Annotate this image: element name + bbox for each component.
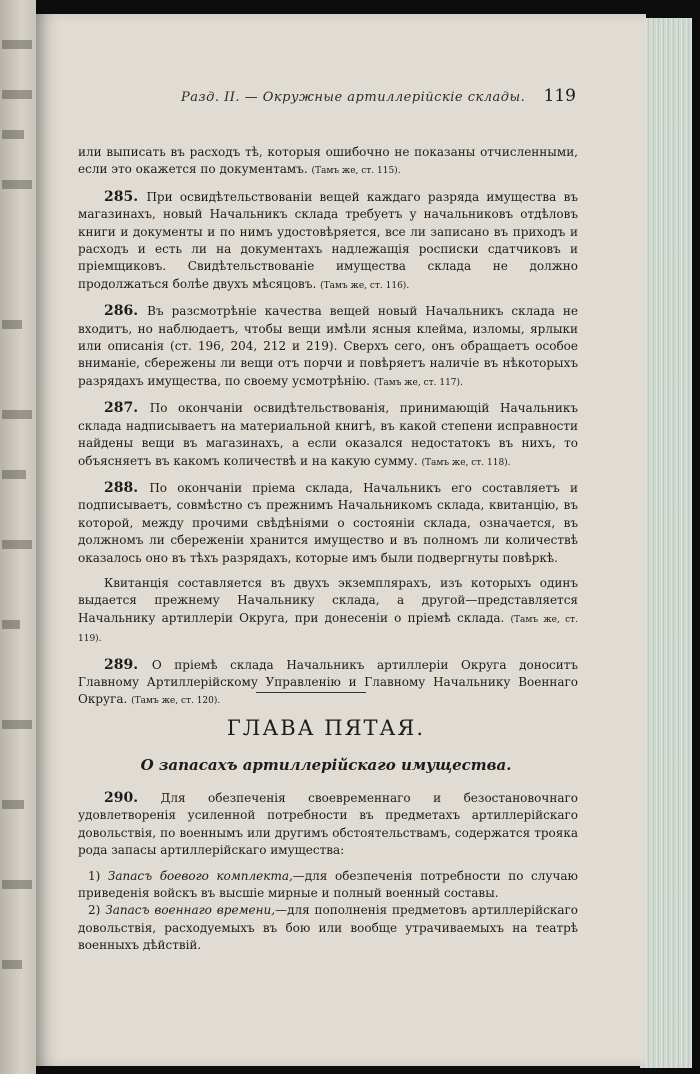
reserve-item-term: Запасъ боевого комплекта, (107, 868, 293, 883)
chapter-subtitle: О запасахъ артиллерійскаго имущества. (140, 756, 512, 774)
facing-page-text-fragment (2, 720, 32, 729)
facing-page-edge (0, 0, 36, 1074)
article-number: 285. (104, 188, 147, 205)
source-reference: (Тамъ же, ст. 116). (320, 280, 410, 291)
facing-page-text-fragment (2, 960, 22, 969)
article-text: При освидѣтельствованіи вещей каждаго разряда имущества въ магазинахъ, новый Начальникъ склада требуетъ у начальниковъ отдѣловъ книги и документы и по нимъ удостовѣряется, все ли записано въ приходъ и расходъ и есть ли на документахъ надлежащія росписки сдатчиковъ и пріемщиковъ. Свидѣтельствованіе имущества склада не должно продолжаться болѣе двухъ мѣсяцовъ. (78, 189, 578, 291)
facing-page-text-fragment (2, 180, 32, 189)
source-reference: (Тамъ же, ст. 115). (311, 166, 401, 177)
facing-page-text-fragment (2, 540, 32, 549)
facing-page-text-fragment (2, 90, 32, 99)
source-reference: (Тамъ же, ст. 118). (421, 457, 511, 468)
facing-page-text-fragment (2, 800, 24, 809)
facing-page-text-fragment (2, 470, 26, 479)
running-header (136, 88, 576, 108)
body-text (78, 144, 578, 719)
facing-page-text-fragment (2, 620, 20, 629)
facing-page-text-fragment (2, 880, 32, 889)
reserve-item (78, 868, 578, 903)
article-paragraph (78, 303, 578, 392)
article-paragraph (78, 575, 578, 649)
article-text: О пріемѣ склада Начальникъ артиллеріи Округа доноситъ Главному Артиллерійскому Управленію и Главному Начальнику Военнаго Округа. (78, 657, 578, 707)
article-paragraph (78, 400, 578, 472)
article-text: Въ разсмотрѣніе качества вещей новый Начальникъ склада не входитъ, но наблюдаетъ, чтобы вещи имѣли ясныя клейма, изломы, ярлыки или описанія (ст. 196, 204, 212 и 219). Сверхъ сего, онъ обращаетъ особое вниманіе, сбережены ли вещи отъ порчи и повѣряетъ наличіе въ нѣкоторыхъ разрядахъ имущества, по своему усмотрѣнію. (78, 304, 578, 388)
article-paragraph (78, 790, 578, 860)
running-title: Разд. II. — Окружные артиллерійскіе склады. (181, 90, 526, 105)
article-number: 287. (104, 400, 150, 417)
article-number: 289. (104, 656, 152, 673)
source-reference: (Тамъ же, ст. 119). (78, 614, 578, 645)
article-paragraph (78, 480, 578, 567)
article-text: По окончаніи пріема склада, Начальникъ его составляетъ и подписываетъ, совмѣстно съ прежнимъ Начальникомъ склада, квитанцію, въ которой, между прочими свѣдѣніями о состояніи склада, означается, въ должномъ ли сбереженіи хранится имущество и въ полномъ ли количествѣ оказалось оно въ тѣхъ разрядахъ, которые имъ были подвергнуты повѣркѣ. (78, 480, 578, 565)
article-paragraph (78, 144, 578, 181)
page-number: 119 (543, 86, 576, 106)
article-text: Квитанція составляется въ двухъ экземплярахъ, изъ которыхъ одинъ выдается прежнему Начальнику склада, а другой—представляется Начальнику артиллеріи Округа, при донесеніи о пріемѣ склада. (78, 575, 578, 625)
article-paragraph (78, 657, 578, 711)
reserve-item-text: —для пополненія предметовъ артиллерійскаго довольствія, расходуемыхъ въ бою или вообще утрачиваемыхъ на театрѣ военныхъ дѣйствій. (78, 903, 578, 953)
source-reference: (Тамъ же, ст. 117). (373, 377, 463, 388)
article-number: 288. (104, 479, 150, 496)
reserve-item-label: 2) (88, 903, 106, 918)
article-paragraph (78, 189, 578, 295)
article-number: 286. (104, 303, 148, 320)
article-number: 290. (104, 790, 139, 806)
facing-page-text-fragment (2, 130, 24, 139)
reserve-item (78, 902, 578, 954)
book-page (36, 14, 646, 1066)
reserve-item-term: Запасъ военнаго времени, (105, 903, 276, 918)
facing-page-text-fragment (2, 320, 22, 329)
reserve-item-label: 1) (88, 868, 108, 883)
source-reference: (Тамъ же, ст. 120). (131, 696, 221, 707)
section-290 (78, 790, 578, 955)
article-text: По окончаніи освидѣтельствованія, принимающій Начальникъ склада надписываетъ на материальной книгѣ, въ какой степени исправности найдены вещи въ магазинахъ, а если оказался недостатокъ въ нихъ, то объясняетъ въ какомъ количествѣ и на какую сумму. (78, 401, 578, 468)
reserve-list (78, 868, 578, 955)
reserve-item-text: —для обезпеченія потребности по случаю приведенія войскъ въ высшіе мирные и полный военный составы. (78, 868, 578, 901)
section-divider (256, 692, 366, 693)
article-text: Для обезпеченія своевременнаго и безостановочнаго удовлетворенія усиленной потребности въ предметахъ артиллерійскаго довольствія, по военнымъ или другимъ обстоятельствамъ, содержатся трояка рода запасы артиллерійскаго имущества: (78, 791, 578, 858)
chapter-title: ГЛАВА ПЯТАЯ. (226, 716, 426, 740)
facing-page-text-fragment (2, 40, 32, 49)
article-text: или выписать въ расходъ тѣ, которыя ошибочно не показаны отчисленными, если это окажется по документамъ. (78, 145, 578, 177)
book-fore-edge (640, 18, 692, 1068)
facing-page-text-fragment (2, 410, 32, 419)
